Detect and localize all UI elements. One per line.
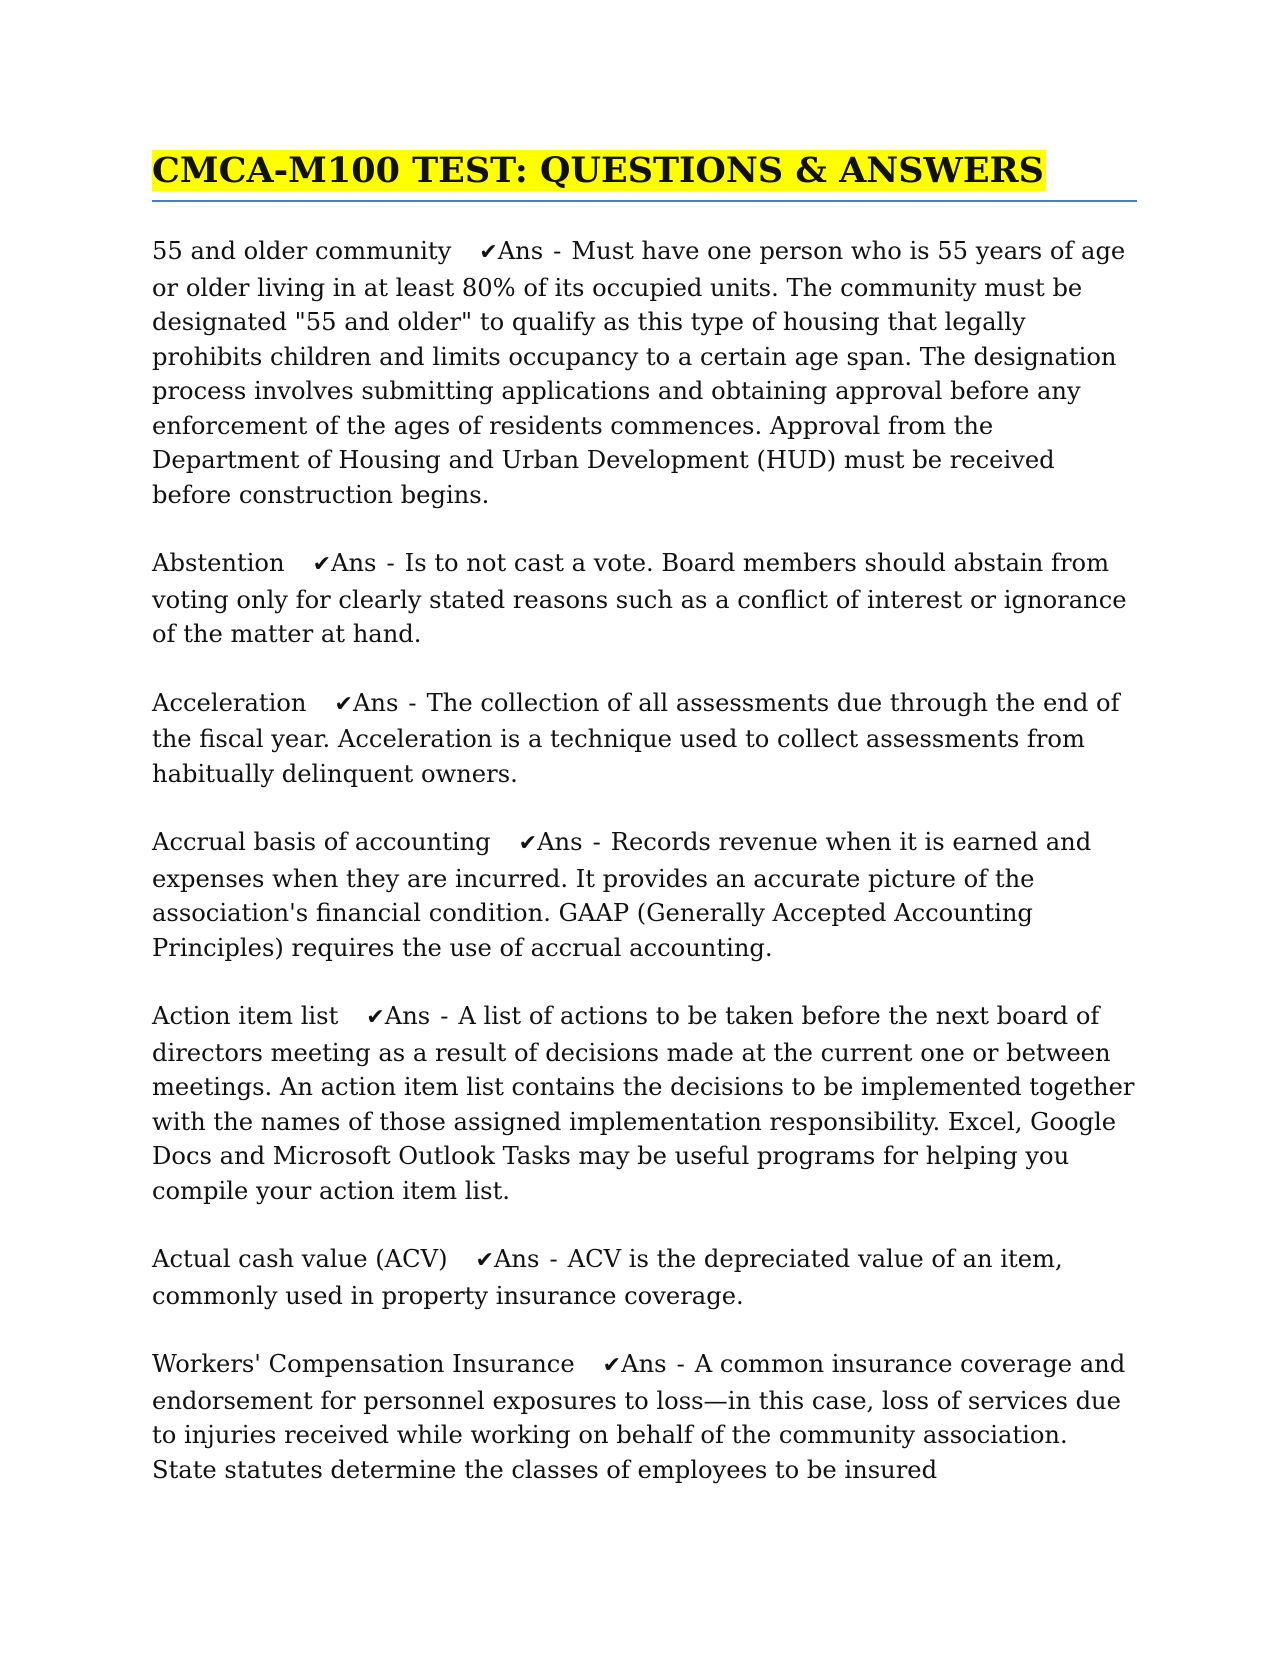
qa-entry bbox=[152, 1242, 1137, 1313]
answer-separator: - bbox=[386, 549, 395, 577]
entry-definition: Is to not cast a vote. Board members should abstain from voting only for clearly stated reasons such as a conflict of interest or ignorance of the matter at hand. bbox=[152, 549, 1127, 648]
answer-label: Ans bbox=[384, 1002, 431, 1030]
checkmark-icon: ✔ bbox=[312, 552, 332, 577]
answer-separator: - bbox=[549, 1245, 558, 1273]
answer-separator: - bbox=[553, 237, 562, 265]
answer-separator: - bbox=[408, 688, 417, 717]
entry-term: Abstention bbox=[152, 549, 285, 577]
qa-entry bbox=[152, 686, 1137, 792]
entry-term: Actual cash value (ACV) bbox=[152, 1245, 448, 1273]
qa-entry bbox=[152, 1347, 1137, 1487]
title-block bbox=[152, 148, 1137, 202]
answer-label: Ans bbox=[497, 237, 544, 265]
entry-definition: A list of actions to be taken before the next board of directors meeting as a result of decisions made at the current one or between meetings. An action item list contains the decisions to be implemented together with the names of those assigned implementation responsibility. Excel, Google Docs and Microsoft Outlook Tasks may be useful programs for helping you compile your action item list. bbox=[152, 1002, 1135, 1205]
document-title: CMCA-M100 TEST: QUESTIONS & ANSWERS bbox=[152, 150, 1044, 191]
answer-separator: - bbox=[440, 1002, 449, 1030]
document-page bbox=[152, 148, 1137, 1521]
answer-label: Ans bbox=[331, 549, 377, 577]
entry-definition: ACV is the depreciated value of an item, commonly used in property insurance coverage. bbox=[152, 1245, 1063, 1310]
answer-separator: - bbox=[676, 1350, 685, 1378]
answer-label: Ans bbox=[352, 688, 399, 717]
qa-entry bbox=[152, 999, 1137, 1208]
entry-definition: A common insurance coverage and endorsement for personnel exposures to loss—in this case, loss of services due to injuries received while working on behalf of the community association. State statutes determine the classes of employees to be insured bbox=[152, 1350, 1126, 1484]
entry-term: Action item list bbox=[152, 1002, 339, 1030]
answer-separator: - bbox=[592, 828, 601, 856]
answer-label: Ans bbox=[537, 828, 583, 856]
checkmark-icon: ✔ bbox=[602, 1353, 622, 1378]
entry-term: Accrual basis of accounting bbox=[152, 828, 491, 856]
entry-term: Acceleration bbox=[152, 688, 307, 717]
entry-term: Workers' Compensation Insurance bbox=[152, 1350, 575, 1378]
entry-definition: The collection of all assessments due through the end of the fiscal year. Acceleration is a technique used to collect assessments from habitually delinquent owners. bbox=[152, 688, 1120, 788]
entry-term: 55 and older community bbox=[152, 237, 452, 265]
checkmark-icon: ✔ bbox=[518, 831, 538, 856]
entry-definition: Records revenue when it is earned and expenses when they are incurred. It provides an accurate picture of the association's financial condition. GAAP (Generally Accepted Accounting Principles) requires the use of accrual accounting. bbox=[152, 828, 1092, 962]
entries-list bbox=[152, 234, 1137, 1487]
checkmark-icon: ✔ bbox=[479, 240, 498, 265]
qa-entry bbox=[152, 234, 1137, 512]
qa-entry bbox=[152, 546, 1137, 652]
checkmark-icon: ✔ bbox=[366, 1005, 385, 1030]
answer-label: Ans bbox=[621, 1350, 667, 1378]
qa-entry bbox=[152, 825, 1137, 965]
entry-definition: Must have one person who is 55 years of age or older living in at least 80% of its occupied units. The community must be designated "55 and older" to qualify as this type of housing that legally prohibits children and limits occupancy to a certain age span. The designation process involves submitting applications and obtaining approval before any enforcement of the ages of residents commences. Approval from the Department of Housing and Urban Development (HUD) must be received before construction begins. bbox=[152, 237, 1126, 509]
answer-label: Ans bbox=[493, 1245, 540, 1273]
checkmark-icon: ✔ bbox=[475, 1248, 494, 1273]
checkmark-icon: ✔ bbox=[334, 691, 353, 717]
